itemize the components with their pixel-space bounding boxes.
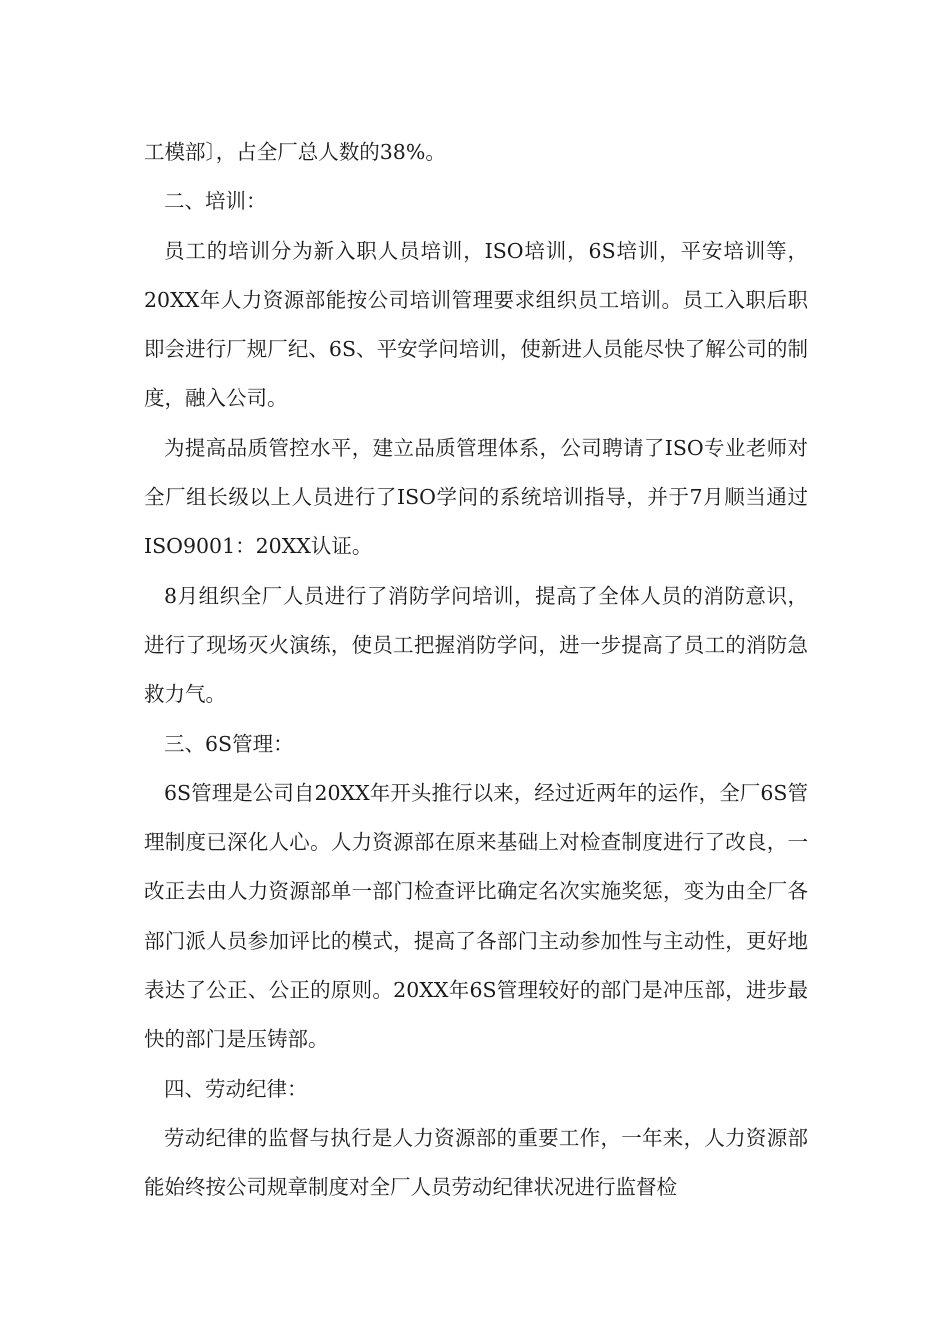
section-heading-training: 二、培训： <box>164 189 267 214</box>
paragraph-6s-management: 6S管理是公司自20XX年开头推行以来，经过近两年的运作，全厂6S管理制度已深化人心。人力资源部在原来基础上对检查制度进行了改良，一改正去由人力资源部单一部门检查评比确定名次实施奖惩，变为由全厂各部门派人员参加评比的模式，提高了各部门主动参加性与主动性，更好地表达了公正、公正的原则。20XX年6S管理较好的部门是冲压部，进步最快的部门是压铸部。 <box>144 780 808 1052</box>
section-heading-6s: 三、6S管理： <box>164 731 294 756</box>
paragraph-training-types: 员工的培训分为新入职人员培训，ISO培训，6S培训，平安培训等，20XX年人力资源部能按公司培训管理要求组织员工培训。员工入职后职即会进行厂规厂纪、6S、平安学问培训，使新进人员能尽快了解公司的制度，融入公司。 <box>144 238 808 411</box>
section-heading-labor-discipline: 四、劳动纪律： <box>164 1076 308 1101</box>
document-page <box>144 128 808 1213</box>
paragraph-labor-discipline: 劳动纪律的监督与执行是人力资源部的重要工作，一年来，人力资源部能始终按公司规章制度对全厂人员劳动纪律状况进行监督检 <box>144 1125 808 1200</box>
paragraph-fire-training: 8月组织全厂人员进行了消防学问培训，提高了全体人员的消防意识，进行了现场灭火演练，使员工把握消防学问，进一步提高了员工的消防急救力气。 <box>144 583 808 707</box>
paragraph-iso-training: 为提高品质管控水平，建立品质管理体系，公司聘请了ISO专业老师对全厂组长级以上人员进行了ISO学问的系统培训指导，并于7月顺当通过ISO9001：20XX认证。 <box>144 435 808 559</box>
paragraph-staff-ratio: 工模部〕，占全厂总人数的38%。 <box>144 140 446 164</box>
